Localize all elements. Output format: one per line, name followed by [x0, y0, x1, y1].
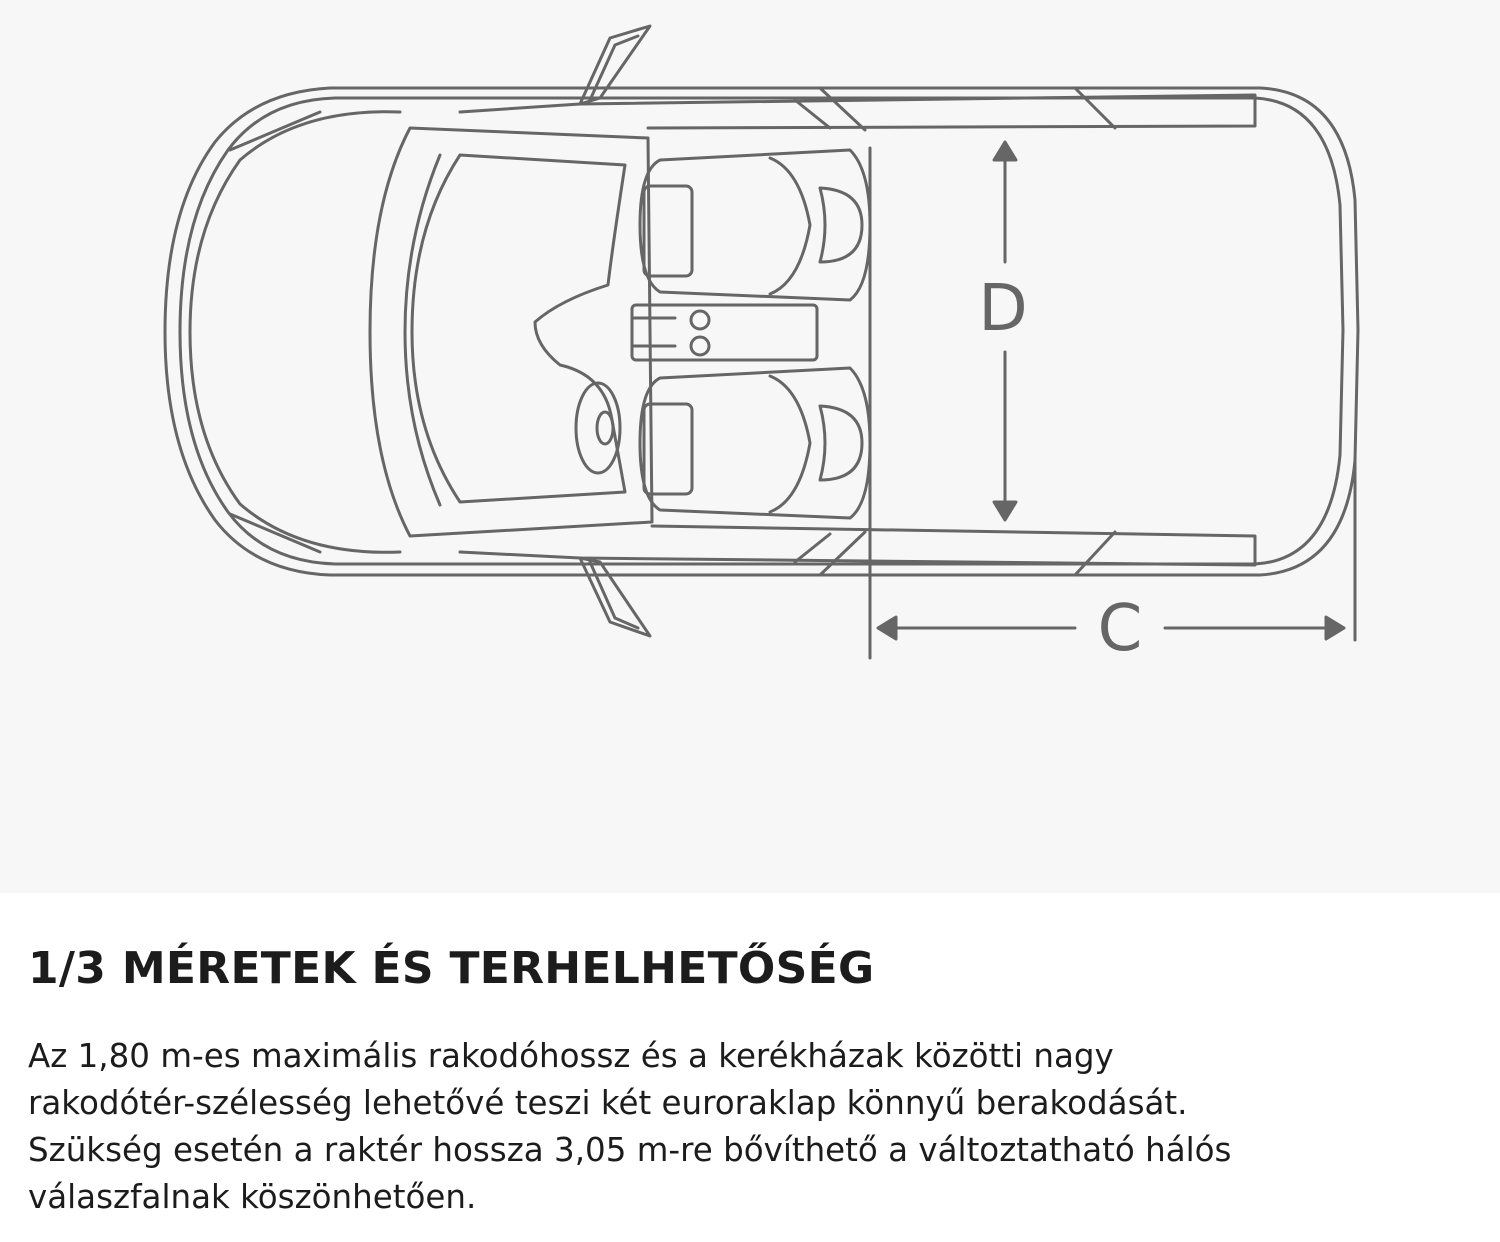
dimension-d-arrow-top: [994, 142, 1016, 160]
description-line: Az 1,80 m-es maximális rakodóhossz és a kerékházak közötti nagy: [28, 1037, 1114, 1075]
description-line: rakodótér-szélesség lehetővé teszi két euroraklap könnyű berakodását.: [28, 1084, 1188, 1122]
dimension-d-arrow-bottom: [994, 502, 1016, 520]
windshield-glass: [412, 155, 625, 502]
dimension-c-arrow-left: [878, 617, 896, 639]
cupholder-2: [691, 337, 709, 355]
mirror-top: [580, 26, 650, 104]
van-body-outline: [165, 88, 1358, 575]
cupholder-1: [691, 311, 709, 329]
seat-bottom-headrest: [820, 406, 862, 480]
dimension-label-width: D: [978, 272, 1028, 346]
seat-top-cushion: [644, 186, 692, 276]
description-line: válaszfalnak köszönhetően.: [28, 1178, 477, 1216]
dimension-label-length: C: [1097, 592, 1143, 666]
section-description: [28, 1033, 1478, 1221]
center-console: [632, 305, 817, 360]
van-body-inner-outline: [180, 98, 1343, 564]
seat-top-headrest: [820, 188, 862, 262]
description-section: [0, 893, 1500, 1242]
seat-bottom-back: [770, 376, 810, 512]
seat-top-back: [770, 158, 810, 294]
mirror-bottom: [580, 558, 650, 636]
dimension-c-arrow-right: [1326, 617, 1344, 639]
roof-rail-bottom-inner: [795, 532, 1115, 575]
section-title: 1/3 MÉRETEK ÉS TERHELHETŐSÉG: [28, 943, 875, 994]
roof-rail-top-inner: [795, 88, 1115, 130]
gear-lever: [632, 318, 675, 346]
description-line: Szükség esetén a raktér hossza 3,05 m-re bővíthető a változtatható hálós: [28, 1131, 1232, 1169]
steering-wheel-hub: [597, 412, 613, 444]
